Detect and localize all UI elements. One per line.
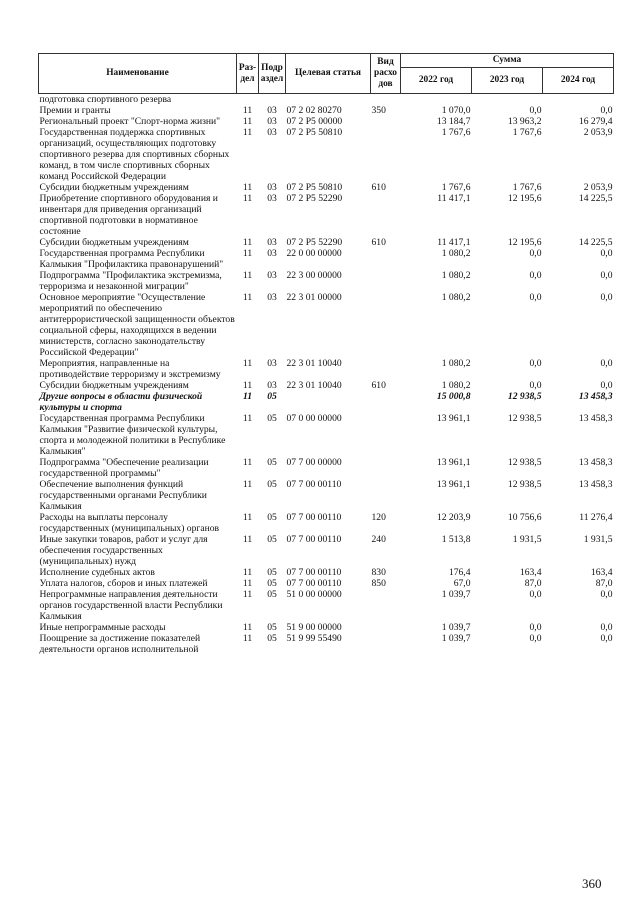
cell-sum-2022: 1 080,2 [441,248,471,259]
cell-podrazdel: 03 [267,358,277,369]
cell-name: Мероприятия, направленные на противодействие терроризму и экстремизму [39,358,221,380]
cell-sum-2023: 12 938,5 [507,479,542,490]
cell-target-article: 22 3 01 10040 [286,380,342,391]
cell-name: Иные закупки товаров, работ и услуг для обеспечения государственных (муниципальных) нужд [39,534,208,567]
cell-sum-2024: 13 458,3 [578,413,613,424]
cell-name: Подпрограмма "Обеспечение реализации государственной программы" [39,457,209,479]
cell-target-article: 07 7 00 00110 [286,512,342,523]
cell-sum-2022: 1 080,2 [441,380,471,391]
header-podrazdel: Подр аздел [259,54,286,94]
cell-target-article: 07 7 00 00110 [286,567,342,578]
cell-podrazdel: 05 [267,622,277,633]
cell-podrazdel: 05 [267,633,277,644]
cell-name: Иные непрограммные расходы [39,622,166,633]
cell-expense-type [371,479,401,512]
cell-sum-2022: 1 039,7 [441,622,471,633]
cell-sum-2023: 0,0 [529,633,542,644]
cell-razdel: 11 [242,534,253,545]
cell-sum-2024: 11 276,4 [579,512,613,523]
cell-sum-2022: 1 039,7 [441,633,471,644]
cell-sum-2023: 0,0 [529,248,542,259]
table-row [39,567,614,578]
cell-name: Подпрограмма "Профилактика экстремизма, терроризма и незаконной миграции" [39,270,222,292]
cell-sum-2022: 1 070,0 [441,105,471,116]
cell-sum-2023: 12 938,5 [507,391,542,402]
cell-sum-2024: 0,0 [600,358,613,369]
cell-sum-2024: 87,0 [595,578,613,589]
table-row [39,94,614,106]
table-row [39,578,614,589]
cell-name: Непрограммные направления деятельности органов государственной власти Республики Калмыкия [39,589,223,622]
header-name: Наименование [39,54,237,94]
cell-sum-2023: 0,0 [529,105,542,116]
cell-sum-2024: 0,0 [600,380,613,391]
cell-sum-2024: 0,0 [600,292,613,303]
cell-expense-type [371,358,401,380]
cell-podrazdel: 05 [267,567,277,578]
table-header [39,54,614,94]
cell-target-article [286,94,371,106]
table-row [39,622,614,633]
cell-podrazdel [259,94,286,106]
cell-name: Обеспечение выполнения функций государственными органами Республики Калмыкия [39,479,207,512]
cell-sum-2024: 0,0 [600,589,613,600]
cell-name: Субсидии бюджетным учреждениям [39,237,189,248]
cell-sum-2023: 1 767,6 [512,127,542,138]
header-year-2023: 2023 год [472,68,543,94]
cell-podrazdel: 03 [267,292,277,303]
cell-expense-type [371,292,401,358]
cell-name: Поощрение за достижение показателей деятельности органов исполнительной [39,633,201,655]
cell-target-article: 07 2 P5 00000 [286,116,343,127]
table-row [39,633,614,655]
cell-sum-2023: 10 756,6 [507,512,542,523]
cell-name: Государственная программа Республики Калмыкия "Развитие физической культуры, спорта и молодежной политики в Республике Калмыкия" [39,413,226,457]
cell-podrazdel: 03 [267,270,277,281]
cell-razdel: 11 [242,479,253,490]
cell-sum-2023: 12 195,6 [507,193,542,204]
cell-target-article: 07 7 00 00110 [286,479,342,490]
cell-expense-type: 610 [371,237,386,248]
cell-target-article: 51 9 00 00000 [286,622,342,633]
cell-sum-2022: 1 767,6 [441,127,471,138]
cell-expense-type [371,127,401,182]
cell-target-article: 07 7 00 00110 [286,534,342,545]
cell-razdel: 11 [242,457,253,468]
table-row [39,358,614,380]
cell-expense-type: 610 [371,182,386,193]
cell-razdel: 11 [242,512,253,523]
cell-target-article: 07 2 02 80270 [286,105,342,116]
cell-podrazdel: 05 [267,413,277,424]
cell-sum-2024: 0,0 [600,633,613,644]
cell-podrazdel: 05 [267,457,277,468]
cell-podrazdel: 03 [267,116,277,127]
cell-razdel: 11 [242,127,253,138]
cell-sum-2022: 67,0 [453,578,471,589]
cell-sum-2022: 1 080,2 [441,270,471,281]
budget-table [38,53,614,655]
cell-target-article: 07 2 P5 52290 [286,237,343,248]
cell-name: Основное мероприятие "Осуществление мероприятий по обеспечению антитеррористической защищенности объектов социальной сферы, находящихся в ведении министерств, согласно законодательству Российской Федерации" [39,292,235,358]
cell-sum-2023: 1 931,5 [512,534,542,545]
cell-razdel: 11 [242,413,253,424]
table-row [39,292,614,358]
cell-sum-2022: 1 080,2 [441,292,471,303]
cell-name: Исполнение судебных актов [39,567,155,578]
table-row [39,457,614,479]
cell-sum-2024: 14 225,5 [578,237,613,248]
cell-target-article: 07 2 P5 50810 [286,127,343,138]
cell-sum-2023: 0,0 [529,380,542,391]
cell-sum-2022: 12 203,9 [436,512,471,523]
cell-podrazdel: 03 [267,127,277,138]
cell-target-article: 22 3 01 10040 [286,358,342,369]
cell-sum-2024: 13 458,3 [578,479,613,490]
section-row [39,391,614,413]
cell-razdel: 11 [242,182,253,193]
cell-sum-2024: 0,0 [600,270,613,281]
table-row [39,116,614,127]
cell-sum-2023: 12 938,5 [507,457,542,468]
cell-podrazdel: 03 [267,380,277,391]
cell-expense-type [371,589,401,622]
table-row [39,413,614,457]
header-sum: Сумма [401,54,614,68]
table-row [39,479,614,512]
cell-name: Государственная программа Республики Калмыкия "Профилактика правонарушений" [39,248,224,270]
cell-sum-2022: 1 767,6 [441,182,471,193]
table-row [39,182,614,193]
cell-sum-2022 [401,94,472,106]
cell-name: Субсидии бюджетным учреждениям [39,182,189,193]
cell-razdel: 11 [242,237,253,248]
table-row [39,127,614,182]
cell-podrazdel: 03 [267,237,277,248]
cell-sum-2022: 13 961,1 [436,479,471,490]
cell-sum-2022: 11 417,1 [437,193,471,204]
cell-expense-type [371,622,401,633]
cell-razdel: 11 [242,391,253,402]
cell-razdel: 11 [242,193,253,204]
table-row [39,589,614,622]
cell-sum-2022: 15 000,8 [436,391,471,402]
cell-sum-2023: 0,0 [529,270,542,281]
cell-sum-2022: 13 961,1 [436,413,471,424]
cell-razdel: 11 [242,589,253,600]
header-razdel: Раз- дел [237,54,259,94]
cell-sum-2022: 1 513,8 [441,534,471,545]
cell-sum-2023: 1 767,6 [512,182,542,193]
cell-sum-2024: 0,0 [600,248,613,259]
page-number: 360 [582,876,602,891]
cell-sum-2022: 176,4 [448,567,471,578]
cell-sum-2024: 0,0 [600,105,613,116]
cell-expense-type: 610 [371,380,386,391]
cell-razdel: 11 [242,622,253,633]
cell-razdel: 11 [242,270,253,281]
cell-sum-2024: 0,0 [600,622,613,633]
cell-razdel: 11 [242,292,253,303]
cell-sum-2022: 13 961,1 [436,457,471,468]
header-year-2022: 2022 год [401,68,472,94]
cell-target-article: 22 3 00 00000 [286,270,342,281]
cell-razdel [237,94,259,106]
cell-target-article: 22 0 00 00000 [286,248,342,259]
cell-expense-type [371,270,401,292]
table-row [39,105,614,116]
cell-sum-2024: 16 279,4 [578,116,613,127]
cell-expense-type [371,193,401,237]
header-expense-type: Вид расхо дов [371,54,401,94]
cell-expense-type [371,116,401,127]
cell-expense-type: 240 [371,534,386,545]
table-row [39,380,614,391]
cell-sum-2024: 1 931,5 [583,534,613,545]
cell-sum-2022: 11 417,1 [437,237,471,248]
cell-sum-2023: 0,0 [529,358,542,369]
cell-sum-2023: 87,0 [524,578,542,589]
cell-razdel: 11 [242,248,253,259]
cell-podrazdel: 05 [267,512,277,523]
cell-name: Расходы на выплаты персоналу государственных (муниципальных) органов [39,512,220,534]
cell-target-article: 07 7 00 00000 [286,457,342,468]
cell-name: подготовка спортивного резерва [39,94,172,105]
cell-razdel: 11 [242,380,253,391]
cell-podrazdel: 03 [267,182,277,193]
cell-target-article: 07 7 00 00110 [286,578,342,589]
table-row [39,193,614,237]
cell-sum-2023: 13 963,2 [507,116,542,127]
cell-sum-2022: 13 184,7 [436,116,471,127]
cell-razdel: 11 [242,578,253,589]
cell-podrazdel: 05 [267,578,277,589]
cell-sum-2024: 2 053,9 [583,127,613,138]
cell-razdel: 11 [242,567,253,578]
header-year-2024: 2024 год [543,68,614,94]
cell-sum-2024 [543,94,614,106]
table-row [39,248,614,270]
table-row [39,270,614,292]
cell-target-article: 22 3 01 00000 [286,292,342,303]
cell-sum-2024: 13 458,3 [578,391,613,402]
cell-expense-type [371,633,401,655]
cell-expense-type: 850 [371,578,386,589]
cell-podrazdel: 05 [267,534,277,545]
cell-target-article [286,391,371,413]
cell-razdel: 11 [242,358,253,369]
cell-sum-2024: 163,4 [590,567,613,578]
header-target-article: Целевая статья [286,54,371,94]
table-row [39,237,614,248]
cell-podrazdel: 03 [267,193,277,204]
cell-sum-2022: 1 039,7 [441,589,471,600]
cell-sum-2024: 13 458,3 [578,457,613,468]
cell-expense-type: 120 [371,512,386,523]
cell-razdel: 11 [242,633,253,644]
cell-sum-2023: 12 938,5 [507,413,542,424]
cell-name: Другие вопросы в области физической культуры и спорта [39,391,203,413]
cell-expense-type: 350 [371,105,386,116]
table-row [39,534,614,567]
cell-target-article: 51 9 99 55490 [286,633,342,644]
cell-target-article: 07 2 P5 52290 [286,193,343,204]
cell-name: Региональный проект "Спорт-норма жизни" [39,116,221,127]
cell-sum-2023: 0,0 [529,622,542,633]
cell-sum-2024: 14 225,5 [578,193,613,204]
cell-name: Премии и гранты [39,105,111,116]
cell-name: Приобретение спортивного оборудования и инвентаря для приведения организаций спортивной подготовки в нормативное состояние [39,193,218,237]
cell-expense-type [371,413,401,457]
cell-name: Государственная поддержка спортивных организаций, осуществляющих подготовку спортивного резерва для спортивных сборных команд, в том числе спортивных сборных команд Российской Федерации [39,127,230,182]
cell-sum-2024: 2 053,9 [583,182,613,193]
cell-target-article: 07 0 00 00000 [286,413,342,424]
cell-expense-type: 830 [371,567,386,578]
cell-sum-2023: 0,0 [529,589,542,600]
table-body [39,94,614,656]
cell-expense-type [371,248,401,270]
cell-target-article: 07 2 P5 50810 [286,182,343,193]
cell-podrazdel: 05 [267,479,277,490]
cell-sum-2023: 0,0 [529,292,542,303]
cell-sum-2023 [472,94,543,106]
cell-podrazdel: 05 [267,589,277,600]
cell-podrazdel: 03 [267,105,277,116]
table-row [39,512,614,534]
cell-sum-2023: 163,4 [519,567,542,578]
cell-sum-2022: 1 080,2 [441,358,471,369]
cell-razdel: 11 [242,105,253,116]
cell-expense-type [371,391,401,413]
cell-name: Субсидии бюджетным учреждениям [39,380,189,391]
cell-expense-type [371,457,401,479]
cell-podrazdel: 05 [267,391,277,402]
cell-sum-2023: 12 195,6 [507,237,542,248]
cell-podrazdel: 03 [267,248,277,259]
cell-name: Уплата налогов, сборов и иных платежей [39,578,208,589]
cell-expense-type [371,94,401,106]
cell-target-article: 51 0 00 00000 [286,589,342,600]
cell-razdel: 11 [242,116,253,127]
